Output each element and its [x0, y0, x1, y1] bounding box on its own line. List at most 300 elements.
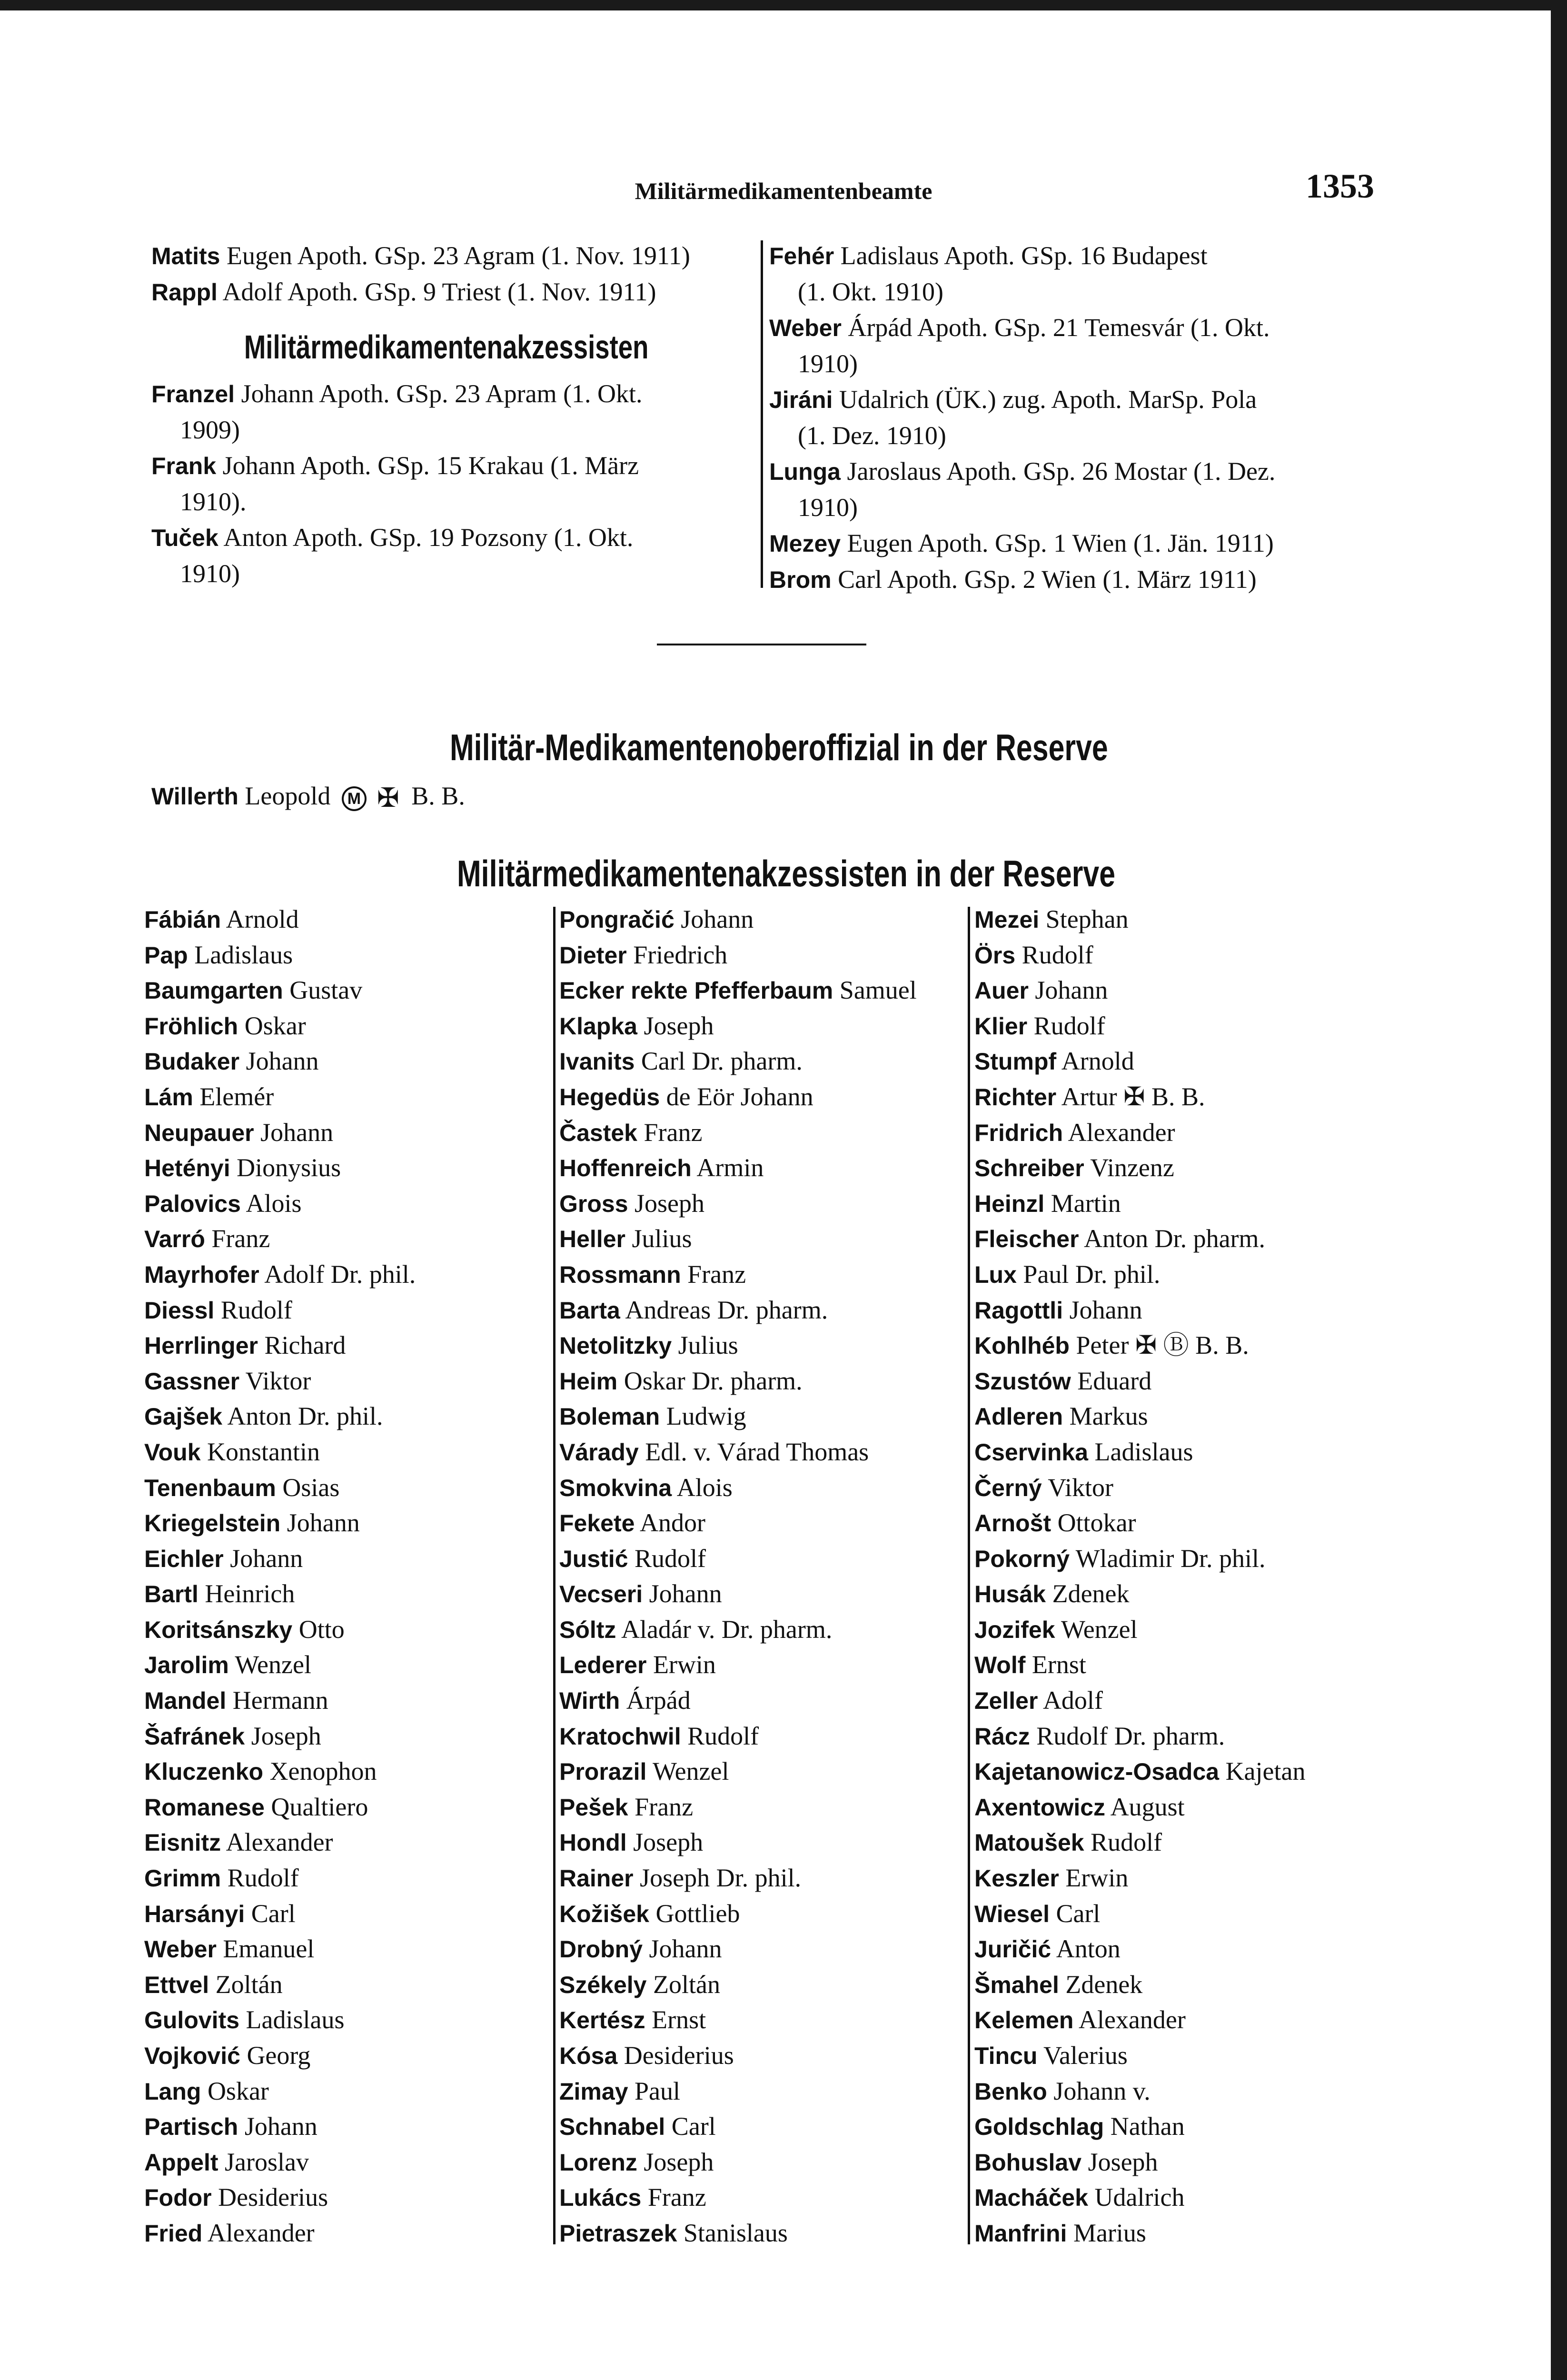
entry-surname: Fekete: [559, 1510, 635, 1537]
entry-given-name: Árpád: [626, 1686, 691, 1715]
column-divider: [968, 907, 970, 2244]
entry-surname: Rainer: [559, 1865, 634, 1892]
entry-given-name: Udalrich: [1094, 2183, 1185, 2212]
list-item: [974, 1506, 1403, 1541]
entry-given-name: Friedrich: [633, 940, 728, 969]
entry-surname: Székely: [559, 1971, 647, 1998]
entry-line: 1909): [180, 416, 240, 444]
entry-given-name: Adolf: [1042, 1686, 1103, 1715]
list-item: [974, 1044, 1403, 1080]
entry-surname: Fehér: [769, 243, 834, 269]
entry-given-name: Johann: [1069, 1295, 1142, 1324]
entry-given-name: Otto: [298, 1615, 345, 1644]
list-item: [559, 938, 969, 973]
section-title-reserve: [457, 852, 1301, 895]
entry-given-name: Ernst: [652, 2005, 706, 2034]
entry-surname: Szustów: [974, 1368, 1071, 1395]
section-title-oberoffizial: [450, 726, 1294, 769]
entry-surname: Lorenz: [559, 2149, 637, 2176]
list-item: [144, 1932, 549, 1967]
list-item: [974, 1293, 1403, 1329]
entry-surname: Arnošt: [974, 1510, 1051, 1537]
entry-given-name: Andreas Dr. pharm.: [625, 1295, 828, 1324]
list-item: [974, 1399, 1403, 1435]
entry-surname: Rappl: [151, 279, 218, 306]
entry-given-name: Osias: [282, 1473, 340, 1502]
entry-line: [769, 454, 1379, 490]
entry-surname: Rossmann: [559, 1261, 681, 1288]
scan-edge-right: [1551, 0, 1567, 2380]
entry-surname: Kajetanowicz-Osadca: [974, 1758, 1220, 1785]
entry-given-name: Arnold: [226, 905, 299, 933]
entry-surname: Mezei: [974, 906, 1040, 933]
list-item: [144, 1719, 549, 1755]
entry-surname: Heinzl: [974, 1190, 1045, 1217]
entry-surname: Fried: [144, 2220, 203, 2247]
list-item: [974, 1364, 1403, 1399]
entry-surname: Frank: [151, 453, 217, 479]
list-item: [974, 1115, 1403, 1151]
reserve-column-2: [559, 902, 969, 2251]
entry-given-name: Marius: [1073, 2218, 1146, 2247]
entry-surname: Goldschlag: [974, 2113, 1104, 2141]
list-item: [974, 2074, 1403, 2110]
entry-surname: Ettvel: [144, 1971, 209, 1998]
entry-given-name: Franz: [211, 1224, 270, 1253]
entry-surname: Franzel: [151, 381, 235, 407]
entry-surname: Jozifek: [974, 1616, 1055, 1643]
entry-given-name: Joseph Dr. phil.: [640, 1864, 802, 1893]
entry-given-name: Rudolf: [1091, 1828, 1162, 1857]
entry-given-name: Johann: [260, 1118, 334, 1147]
entry-surname: Auer: [974, 977, 1029, 1004]
entry-given-name: Rudolf: [635, 1544, 706, 1573]
list-item: [559, 1150, 969, 1186]
list-item: [559, 2003, 969, 2038]
list-item: [974, 1080, 1403, 1115]
entry-surname: Palovics: [144, 1190, 241, 1217]
entry-given-name: Armin: [696, 1153, 764, 1182]
list-item: [974, 2109, 1403, 2145]
entry-given-name: Johann: [287, 1508, 360, 1537]
list-item: [144, 1790, 549, 1825]
entry-surname: Fábián: [144, 906, 221, 933]
entry-surname: Zimay: [559, 2078, 628, 2105]
entry-details: Anton Apoth. GSp. 19 Pozsony (1. Okt.: [223, 523, 634, 552]
list-item: [974, 2180, 1403, 2216]
entry-details: Udalrich (ÜK.) zug. Apoth. MarSp. Pola: [839, 385, 1257, 414]
entry-surname: Heim: [559, 1368, 618, 1395]
entry-surname: Vecseri: [559, 1581, 643, 1608]
list-item: [559, 1328, 969, 1364]
entry-given-name: Alexander: [226, 1828, 333, 1857]
entry-surname: Fröhlich: [144, 1012, 238, 1040]
entry-surname: Vojković: [144, 2043, 240, 2069]
list-item: [559, 1080, 969, 1115]
list-item: [559, 902, 969, 938]
entry-given-name: Wenzel: [1061, 1615, 1138, 1644]
list-item: [974, 1825, 1403, 1861]
entry-given-name: Wenzel: [652, 1757, 729, 1786]
entry-line: [769, 382, 1379, 418]
list-item: [559, 1719, 969, 1755]
list-item: [559, 1293, 969, 1329]
entry-surname: Richter: [974, 1083, 1057, 1111]
list-item: [974, 1186, 1403, 1222]
entry-surname: Justić: [559, 1545, 628, 1572]
entry-surname: Koritsánszky: [144, 1616, 293, 1643]
entry-surname: Diessl: [144, 1297, 215, 1324]
list-item: [974, 1683, 1403, 1719]
entry-surname: Netolitzky: [559, 1332, 672, 1359]
entry-given-name: Anton Dr. pharm.: [1084, 1224, 1266, 1253]
entry-surname: Vouk: [144, 1438, 201, 1466]
entry-surname: Kohlhéb: [974, 1332, 1070, 1359]
list-item: [559, 2216, 969, 2251]
list-item: [144, 2180, 549, 2216]
entry-surname: Rácz: [974, 1723, 1030, 1750]
entry-surname: Harsányi: [144, 1900, 245, 1927]
entry-given-name: Joseph: [644, 1011, 714, 1040]
entry-given-name: Alexander: [207, 2218, 315, 2247]
entry-line: [769, 310, 1379, 346]
list-item: [559, 1967, 969, 2003]
entry-surname: Pokorný: [974, 1545, 1070, 1572]
entry-given-name: Zoltán: [215, 1970, 283, 1999]
entry-given-name: Ladislaus: [194, 940, 293, 969]
entry-surname: Baumgarten: [144, 977, 283, 1004]
entry-surname: Zeller: [974, 1687, 1038, 1715]
entry-surname: Brom: [769, 566, 832, 593]
list-item: [559, 1186, 969, 1222]
entry-surname: Lang: [144, 2078, 201, 2105]
list-item: [144, 2216, 549, 2251]
entry-surname: Gulovits: [144, 2007, 240, 2034]
entry-surname: Hondl: [559, 1829, 627, 1856]
entry-given-name: Desiderius: [624, 2041, 734, 2070]
entry-surname: Kertész: [559, 2007, 645, 2034]
entry-surname: Cservinka: [974, 1438, 1089, 1466]
entry-surname: Manfrini: [974, 2220, 1067, 2247]
entry-given-name: Xenophon: [269, 1757, 377, 1786]
entry-given-name: Joseph: [635, 1189, 705, 1218]
entry-given-name: Carl: [251, 1899, 296, 1928]
entry-given-name: Alexander: [1078, 2005, 1186, 2034]
list-item: [559, 1364, 969, 1399]
entry-details: Adolf Apoth. GSp. 9 Triest (1. Nov. 1911): [222, 278, 656, 306]
entry-surname: Husák: [974, 1581, 1046, 1608]
entry-surname: Herrlinger: [144, 1332, 258, 1359]
entry-surname: Mandel: [144, 1687, 227, 1715]
entry-surname: Lukács: [559, 2184, 642, 2211]
list-item: [144, 973, 549, 1009]
entry-surname: Schnabel: [559, 2113, 665, 2141]
entry-given-name: Julius: [632, 1224, 692, 1253]
oberoffizial-entry: [151, 778, 465, 816]
entry-surname: Kriegelstein: [144, 1510, 281, 1537]
entry-given-name: Franz: [687, 1259, 746, 1289]
entry-surname: Lunga: [769, 458, 841, 485]
entry-given-name: Qualtiero: [271, 1792, 368, 1821]
entry-details: Eugen Apoth. GSp. 23 Agram (1. Nov. 1911): [226, 241, 690, 270]
entry-surname: Romanese: [144, 1794, 265, 1821]
entry-given-name: Gustav: [289, 976, 363, 1005]
entry-surname: Klier: [974, 1012, 1028, 1040]
entry-surname: Smokvina: [559, 1474, 672, 1501]
entry-surname: Adleren: [974, 1403, 1063, 1430]
list-item: [144, 1825, 549, 1861]
list-item: [974, 973, 1403, 1009]
entry-given-name: Zdenek: [1052, 1579, 1130, 1608]
entry-surname: Kožišek: [559, 1900, 649, 1927]
list-item: [974, 1470, 1403, 1506]
entry-given-name: Johann: [230, 1544, 303, 1573]
entry-given-name: Gottlieb: [655, 1899, 740, 1928]
entry-given-name: Johann: [246, 1047, 319, 1076]
entry-given-name: Dionysius: [237, 1153, 341, 1182]
entry-surname: Wirth: [559, 1687, 620, 1715]
list-item: [144, 1506, 549, 1541]
entry-given-name: Andor: [639, 1508, 705, 1537]
entry-surname: Keszler: [974, 1865, 1059, 1892]
list-item: [974, 1328, 1403, 1364]
entry-given-name: Heinrich: [205, 1579, 295, 1608]
list-item: [974, 2003, 1403, 2038]
entry-line: [151, 520, 742, 556]
entry-surname: Partisch: [144, 2113, 238, 2141]
entry-surname: Schreiber: [974, 1155, 1084, 1182]
entry-surname: Kelemen: [974, 2007, 1074, 2034]
list-item: [144, 1257, 549, 1293]
entry-surname: Varró: [144, 1226, 205, 1253]
entry-surname: Ragottli: [974, 1297, 1063, 1324]
cross-icon: ✠: [377, 783, 399, 813]
entry-surname: Prorazil: [559, 1758, 647, 1785]
entry-surname: Neupauer: [144, 1119, 254, 1146]
entry-given-name: Wladimir Dr. phil.: [1075, 1544, 1266, 1573]
list-item: [974, 902, 1403, 938]
list-item: [974, 2216, 1403, 2251]
entry-given-name: Ludwig: [666, 1402, 746, 1431]
entry-given-name: August: [1110, 1792, 1185, 1821]
list-item: [144, 1967, 549, 2003]
entry-surname: Klapka: [559, 1012, 637, 1040]
entry-surname: Boleman: [559, 1403, 660, 1430]
entry-given-name: Kajetan: [1225, 1757, 1306, 1786]
entry-given-name: Ottokar: [1057, 1508, 1136, 1537]
list-item: [974, 1967, 1403, 2003]
entry-surname: Černý: [974, 1474, 1042, 1501]
entry-surname: Pietraszek: [559, 2220, 677, 2247]
entry-given-name: Johann: [1035, 976, 1108, 1005]
entry-given-name: Carl Dr. pharm.: [641, 1047, 803, 1076]
entry-given-name: Alois: [676, 1473, 733, 1502]
list-item: [559, 1861, 969, 1896]
entry-line: 1910): [798, 349, 858, 378]
entry-given-name: Emanuel: [223, 1934, 315, 1964]
list-item: [559, 1009, 969, 1044]
entry-given-name: Martin: [1051, 1189, 1121, 1218]
entry-suffix: B. B.: [411, 782, 465, 810]
column-divider: [761, 240, 763, 588]
list-item: [144, 1044, 549, 1080]
entry-details: Jaroslaus Apoth. GSp. 26 Mostar (1. Dez.: [847, 457, 1276, 486]
list-item: [144, 2003, 549, 2038]
list-item: [144, 2074, 549, 2110]
list-item: [144, 1364, 549, 1399]
list-item: [974, 1009, 1403, 1044]
entry-given-name: Ladislaus: [246, 2005, 345, 2034]
entry-given-name: Zdenek: [1065, 1970, 1143, 1999]
entry-given-name: Viktor: [245, 1366, 311, 1395]
entry-surname: Pap: [144, 942, 188, 969]
entry-surname: Matoušek: [974, 1829, 1084, 1856]
list-item: [144, 1647, 549, 1683]
list-item: [144, 1009, 549, 1044]
entry-details: Ladislaus Apoth. GSp. 16 Budapest: [840, 241, 1208, 270]
entry-surname: Kluczenko: [144, 1758, 264, 1785]
section-title-text: Militär-Medikamentenoberoffizial in der Reserve: [450, 726, 1108, 768]
entry-given-name: Rudolf: [687, 1721, 759, 1750]
entry-given-name: Viktor: [1048, 1473, 1114, 1502]
list-item: [144, 1754, 549, 1790]
entry-surname: Jarolim: [144, 1652, 229, 1679]
entry-line: [769, 238, 1379, 274]
entry-given-name: Anton Dr. phil.: [227, 1402, 383, 1431]
list-item: [559, 1754, 969, 1790]
top-left-column: [151, 238, 742, 592]
list-item: [144, 1115, 549, 1151]
entry-given-name: Wenzel: [235, 1650, 311, 1679]
list-item: [559, 1577, 969, 1612]
list-item: [559, 2038, 969, 2074]
list-item: [974, 1647, 1403, 1683]
list-item: [144, 1896, 549, 1932]
list-item: [559, 1932, 969, 1967]
section-title-akzessisten: Militärmedikamentenakzessisten: [244, 328, 649, 366]
entry-surname: Šafránek: [144, 1723, 245, 1750]
entry-given-name: Alois: [246, 1189, 302, 1218]
reserve-column-1: [144, 902, 549, 2251]
list-item: [559, 973, 969, 1009]
entry-given-name: Valerius: [1043, 2041, 1128, 2070]
entry-surname: Fleischer: [974, 1226, 1079, 1253]
list-item: [144, 1150, 549, 1186]
list-item: [144, 1293, 549, 1329]
entry-line: [151, 238, 742, 274]
entry-given-name: Joseph: [251, 1721, 321, 1750]
entry-surname: Pongračić: [559, 906, 674, 933]
entry-given-name: Rudolf: [1022, 940, 1093, 969]
entry-surname: Hoffenreich: [559, 1155, 692, 1182]
entry-surname: Willerth: [151, 783, 238, 810]
list-item: [144, 1541, 549, 1577]
entry-surname: Lederer: [559, 1652, 647, 1679]
entry-given-name: Hermann: [232, 1686, 328, 1715]
entry-surname: Budaker: [144, 1048, 240, 1075]
top-right-column: [769, 238, 1379, 598]
column-divider: [553, 907, 555, 2244]
entry-surname: Weber: [144, 1936, 217, 1963]
entry-line: 1910).: [180, 487, 247, 516]
entry-surname: Axentowicz: [974, 1794, 1106, 1821]
list-item: [144, 2038, 549, 2074]
section-separator: [657, 644, 866, 645]
entry-surname: Pešek: [559, 1794, 628, 1821]
entry-surname: Juričić: [974, 1936, 1051, 1963]
entry-details: Carl Apoth. GSp. 2 Wien (1. März 1911): [838, 565, 1257, 594]
entry-given-name: Jaroslav: [225, 2147, 309, 2176]
entry-surname: Kratochwil: [559, 1723, 681, 1750]
entry-surname: Fridrich: [974, 1119, 1063, 1146]
entry-surname: Dieter: [559, 942, 627, 969]
entry-given-name: Erwin: [653, 1650, 716, 1679]
list-item: [974, 1257, 1403, 1293]
list-item: [559, 1257, 969, 1293]
entry-details: Johann Apoth. GSp. 15 Krakau (1. März: [222, 451, 639, 480]
entry-given-name: Edl. v. Várad Thomas: [645, 1437, 869, 1466]
entry-given-name: Rudolf: [1033, 1011, 1105, 1040]
list-item: [559, 1896, 969, 1932]
list-item: [144, 1612, 549, 1648]
list-item: [974, 1612, 1403, 1648]
reserve-column-3: [974, 902, 1403, 2251]
entry-given-name: Adolf Dr. phil.: [264, 1259, 416, 1289]
page-number: 1353: [1306, 167, 1374, 205]
entry-given-name: Franz: [647, 2183, 706, 2212]
entry-given-name: Stanislaus: [683, 2218, 788, 2247]
entry-given-name: Johann: [681, 905, 754, 933]
list-item: [559, 1541, 969, 1577]
list-item: [559, 1683, 969, 1719]
entry-surname: Ivanits: [559, 1048, 635, 1075]
list-item: [559, 1825, 969, 1861]
section-title-text: Militärmedikamentenakzessisten in der Reserve: [457, 853, 1116, 894]
list-item: [144, 1186, 549, 1222]
entry-surname: Bartl: [144, 1581, 198, 1608]
entry-surname: Benko: [974, 2078, 1047, 2105]
entry-given-name: Anton: [1056, 1934, 1121, 1964]
entry-given-name: Oskar: [244, 1011, 306, 1040]
entry-surname: Örs: [974, 942, 1016, 969]
entry-surname: Weber: [769, 315, 842, 341]
entry-given-name: Leopold: [245, 782, 331, 810]
entry-surname: Tuček: [151, 525, 218, 551]
entry-given-name: Zoltán: [653, 1970, 720, 1999]
entry-surname: Heller: [559, 1226, 625, 1253]
entry-given-name: Elemér: [199, 1082, 274, 1111]
entry-given-name: Aladár v. Dr. pharm.: [621, 1615, 833, 1644]
entry-given-name: Joseph: [633, 1828, 704, 1857]
list-item: [559, 1115, 969, 1151]
entry-surname: Macháček: [974, 2184, 1089, 2211]
entry-surname: Fodor: [144, 2184, 212, 2211]
list-item: [144, 1080, 549, 1115]
list-item: [559, 1044, 969, 1080]
list-item: [559, 1399, 969, 1435]
entry-surname: Eichler: [144, 1545, 224, 1572]
entry-given-name: Julius: [678, 1331, 738, 1360]
list-item: [974, 1221, 1403, 1257]
entry-given-name: Rudolf Dr. pharm.: [1036, 1721, 1225, 1750]
entry-given-name: Samuel: [839, 976, 917, 1005]
entry-details: Eugen Apoth. GSp. 1 Wien (1. Jän. 1911): [847, 529, 1274, 557]
list-item: [974, 938, 1403, 973]
entry-surname: Wiesel: [974, 1900, 1050, 1927]
list-item: [974, 1896, 1403, 1932]
list-item: [559, 1506, 969, 1541]
entry-line: 1910): [180, 559, 240, 588]
